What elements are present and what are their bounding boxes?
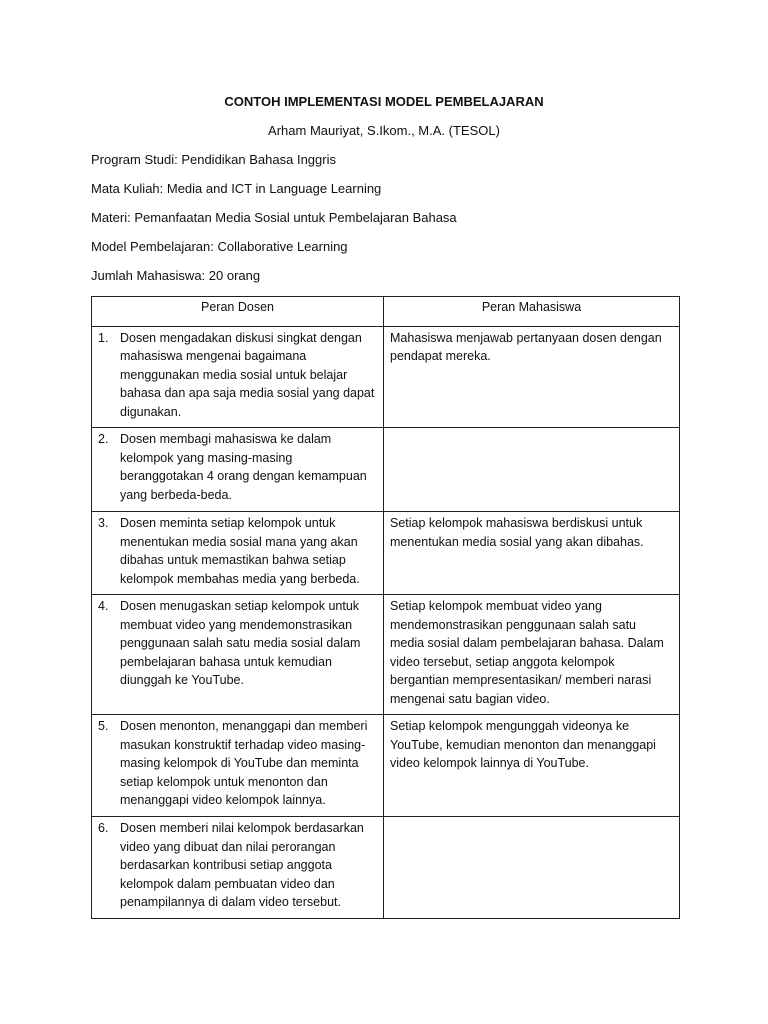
lecturer-text: Dosen memberi nilai kelompok berdasarkan video yang dibuat dan nilai perorangan berdasarkan kontribusi setiap anggota kelompok dalam pembuatan video dan penampilannya di dalam video tersebut.	[120, 821, 364, 909]
study-program: Program Studi: Pendidikan Bahasa Inggris	[91, 152, 336, 167]
header-student-role: Peran Mahasiswa	[384, 297, 680, 327]
table-row	[92, 595, 680, 715]
lecturer-cell	[92, 715, 384, 817]
row-number: 1.	[98, 330, 109, 345]
course-name: Mata Kuliah: Media and ICT in Language Learning	[91, 181, 382, 196]
student-cell: Setiap kelompok membuat video yang mendemonstrasikan penggunaan salah satu media sosial dalam pembelajaran bahasa. Dalam video tersebut, setiap anggota kelompok bergantian mempresentasikan/ memberi narasi mengenai satu bagian video.	[384, 595, 680, 715]
roles-table	[91, 296, 680, 919]
table-row	[92, 817, 680, 919]
student-cell: Setiap kelompok mahasiswa berdiskusi untuk menentukan media sosial yang akan dibahas.	[384, 512, 680, 595]
lecturer-text: Dosen mengadakan diskusi singkat dengan mahasiswa mengenai bagaimana menggunakan media sosial untuk belajar bahasa dan apa saja media sosial yang dapat digunakan.	[120, 330, 375, 419]
row-number: 5.	[98, 719, 109, 733]
header-lecturer-role: Peran Dosen	[92, 297, 384, 327]
lecturer-cell	[92, 595, 384, 715]
lecturer-cell	[92, 512, 384, 595]
material-topic: Materi: Pemanfaatan Media Sosial untuk Pembelajaran Bahasa	[91, 210, 457, 225]
row-number: 4.	[98, 599, 109, 613]
row-number: 2.	[98, 432, 109, 446]
table-header-row	[92, 297, 680, 327]
learning-model: Model Pembelajaran: Collaborative Learning	[91, 239, 348, 254]
lecturer-cell	[92, 428, 384, 512]
lecturer-text: Dosen meminta setiap kelompok untuk menentukan media sosial mana yang akan dibahas untuk memastikan bahwa setiap kelompok membahas media yang berbeda.	[120, 516, 360, 586]
document-title: CONTOH IMPLEMENTASI MODEL PEMBELAJARAN	[224, 94, 544, 109]
row-number: 6.	[98, 821, 109, 835]
student-cell: Setiap kelompok mengunggah videonya ke YouTube, kemudian menonton dan menanggapi video kelompok lainnya di YouTube.	[384, 715, 680, 817]
lecturer-text: Dosen menonton, menanggapi dan memberi masukan konstruktif terhadap video masing-masing kelompok di YouTube dan meminta setiap kelompok untuk menonton dan menanggapi video kelompok lainnya.	[120, 719, 368, 807]
lecturer-text: Dosen menugaskan setiap kelompok untuk membuat video yang mendemonstrasikan penggunaan salah satu media sosial dalam pembelajaran bahasa untuk kemudian diunggah ke YouTube.	[120, 599, 361, 687]
document-author: Arham Mauriyat, S.Ikom., M.A. (TESOL)	[268, 123, 500, 138]
student-cell	[384, 817, 680, 919]
student-cell	[384, 428, 680, 512]
lecturer-cell	[92, 817, 384, 919]
table-row	[92, 715, 680, 817]
student-cell: Mahasiswa menjawab pertanyaan dosen dengan pendapat mereka.	[384, 326, 680, 428]
lecturer-cell	[92, 326, 384, 428]
table-row	[92, 326, 680, 428]
table-row	[92, 512, 680, 595]
lecturer-text: Dosen membagi mahasiswa ke dalam kelompok yang masing-masing beranggotakan 4 orang dengan kemampuan yang berbeda-beda.	[120, 432, 367, 502]
table-row	[92, 428, 680, 512]
row-number: 3.	[98, 516, 109, 530]
student-count: Jumlah Mahasiswa: 20 orang	[91, 268, 261, 283]
